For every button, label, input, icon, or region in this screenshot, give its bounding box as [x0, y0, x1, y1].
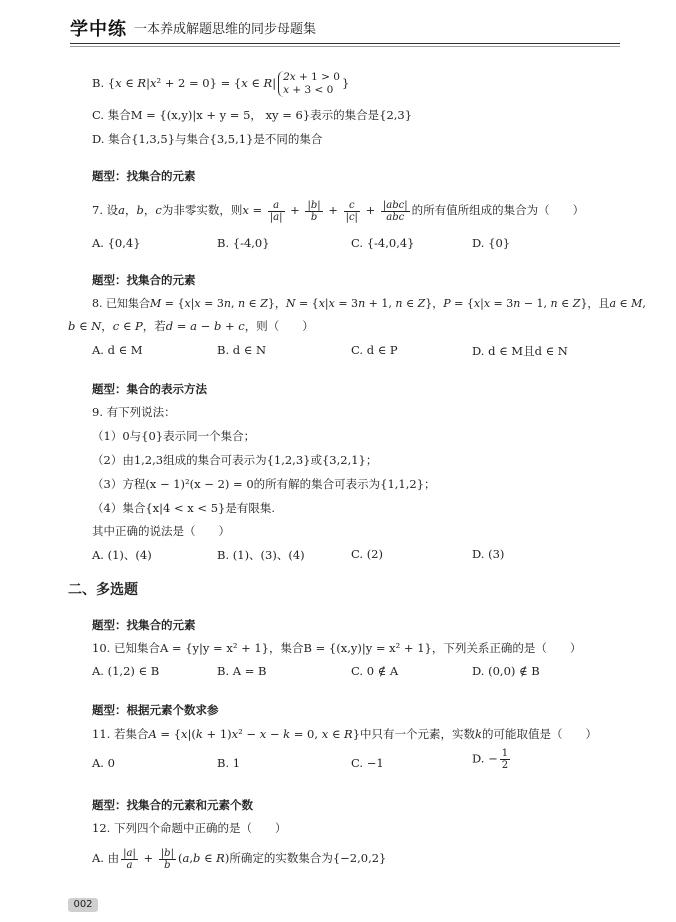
header-rule-thin [70, 46, 620, 47]
q8-option-c: C. d ∈ P [351, 343, 398, 357]
q10-option-a: A. (1,2) ∈ B [92, 664, 160, 678]
page-header [56, 15, 620, 45]
option-label: D. − [472, 751, 498, 766]
q9-option-a: A. (1)、(4) [92, 548, 152, 562]
option-b-prev: B. {x ∈ R|x² + 2 = 0} = {x ∈ R| 2x + 1 > 0 x + 3 < 0 } [92, 71, 350, 96]
question-9-stem: 9. 有下列说法： [92, 405, 176, 419]
q7-option-d: D. {0} [472, 236, 511, 250]
q10-option-c: C. 0 ∉ A [351, 664, 399, 678]
q7-option-a: A. {0,4} [92, 236, 141, 250]
option-label: B. [92, 76, 105, 90]
brand-logo: 学中练 [70, 19, 127, 40]
q8-option-d: D. d ∈ M且d ∈ N [472, 344, 568, 358]
question-type-label: 题型：找集合的元素 [92, 169, 196, 183]
q11-option-d: D. − $\frac{1}{2}$ [472, 748, 509, 771]
option-c-prev: C. 集合M = {(x,y)|x + y = 5， xy = 6}表示的集合是{2,3} [92, 108, 413, 122]
q10-option-d: D. (0,0) ∉ B [472, 664, 540, 678]
question-12-stem: 12. 下列四个命题中正确的是（ ） [92, 821, 287, 835]
option-d-prev: D. 集合{1,3,5}与集合{3,5,1}是不同的集合 [92, 132, 323, 146]
q9-statement-2: （2）由1,2,3组成的集合可表示为{1,2,3}或{3,2,1}； [92, 453, 378, 467]
question-type-label: 题型：找集合的元素 [92, 618, 196, 632]
q11-option-a: A. 0 [92, 756, 115, 770]
q12-option-a: A. 由 $\frac{|a|}{a}$ + $\frac{|b|}{b}$ (a,b ∈ R)所确定的实数集合为{−2,0,2} [92, 847, 387, 871]
question-type-label: 题型：找集合的元素和元素个数 [92, 798, 253, 812]
section-heading: 二、多选题 [68, 582, 138, 598]
q10-option-b: B. A = B [217, 664, 267, 678]
question-8-stem: 8. 已知集合M = {x|x = 3n, n ∈ Z}，N = {x|x = 3n + 1, n ∈ Z}，P = {x|x = 3n − 1, n ∈ Z}，且a ∈ M, [92, 297, 646, 310]
q11-option-b: B. 1 [217, 756, 241, 770]
q9-ask: 其中正确的说法是（ ） [92, 524, 230, 538]
q7-option-b: B. {-4,0} [217, 236, 270, 250]
question-type-label: 题型：集合的表示方法 [92, 382, 207, 396]
q9-statement-1: （1）0与{0}表示同一个集合； [92, 429, 256, 443]
question-type-label: 题型：找集合的元素 [92, 273, 196, 287]
question-8-stem-cont: b ∈ N，c ∈ P，若d = a − b + c，则（ ） [68, 319, 314, 333]
question-7-stem: 7. 设a，b，c为非零实数，则x = $\frac{a}{|a|}$ + $\frac{|b|}{b}$ + $\frac{c}{|c|}$ + $\frac{\text{|abc|}}{\text{abc}}$ 的所有值所组成的集合为（ ） [92, 199, 585, 223]
q9-statement-4: （4）集合{x|4 < x < 5}是有限集. [92, 501, 275, 515]
header-subtitle: 一本养成解题思维的同步母题集 [134, 22, 317, 37]
q9-statement-3: （3）方程(x − 1)²(x − 2) = 0的所有解的集合可表示为{1,1,2}； [92, 477, 436, 491]
q8-option-a: A. d ∈ M [92, 343, 143, 357]
q8-option-b: B. d ∈ N [217, 343, 267, 357]
question-number: 7. [92, 203, 103, 217]
q9-option-c: C. (2) [351, 547, 383, 561]
question-10-stem: 10. 已知集合A = {y|y = x² + 1}，集合B = {(x,y)|y = x² + 1}，下列关系正确的是（ ） [92, 641, 582, 655]
q9-option-b: B. (1)、(3)、(4) [217, 548, 305, 562]
question-type-label: 题型：根据元素个数求参 [92, 703, 219, 717]
page-number: 002 [68, 898, 98, 912]
q7-option-c: C. {-4,0,4} [351, 236, 415, 250]
question-11-stem: 11. 若集合A = {x|(k + 1)x² − x − k = 0, x ∈ R}中只有一个元素，实数k的可能取值是（ ） [92, 727, 597, 741]
q11-option-c: C. −1 [351, 756, 384, 770]
header-rule [70, 43, 620, 44]
q9-option-d: D. (3) [472, 547, 505, 561]
